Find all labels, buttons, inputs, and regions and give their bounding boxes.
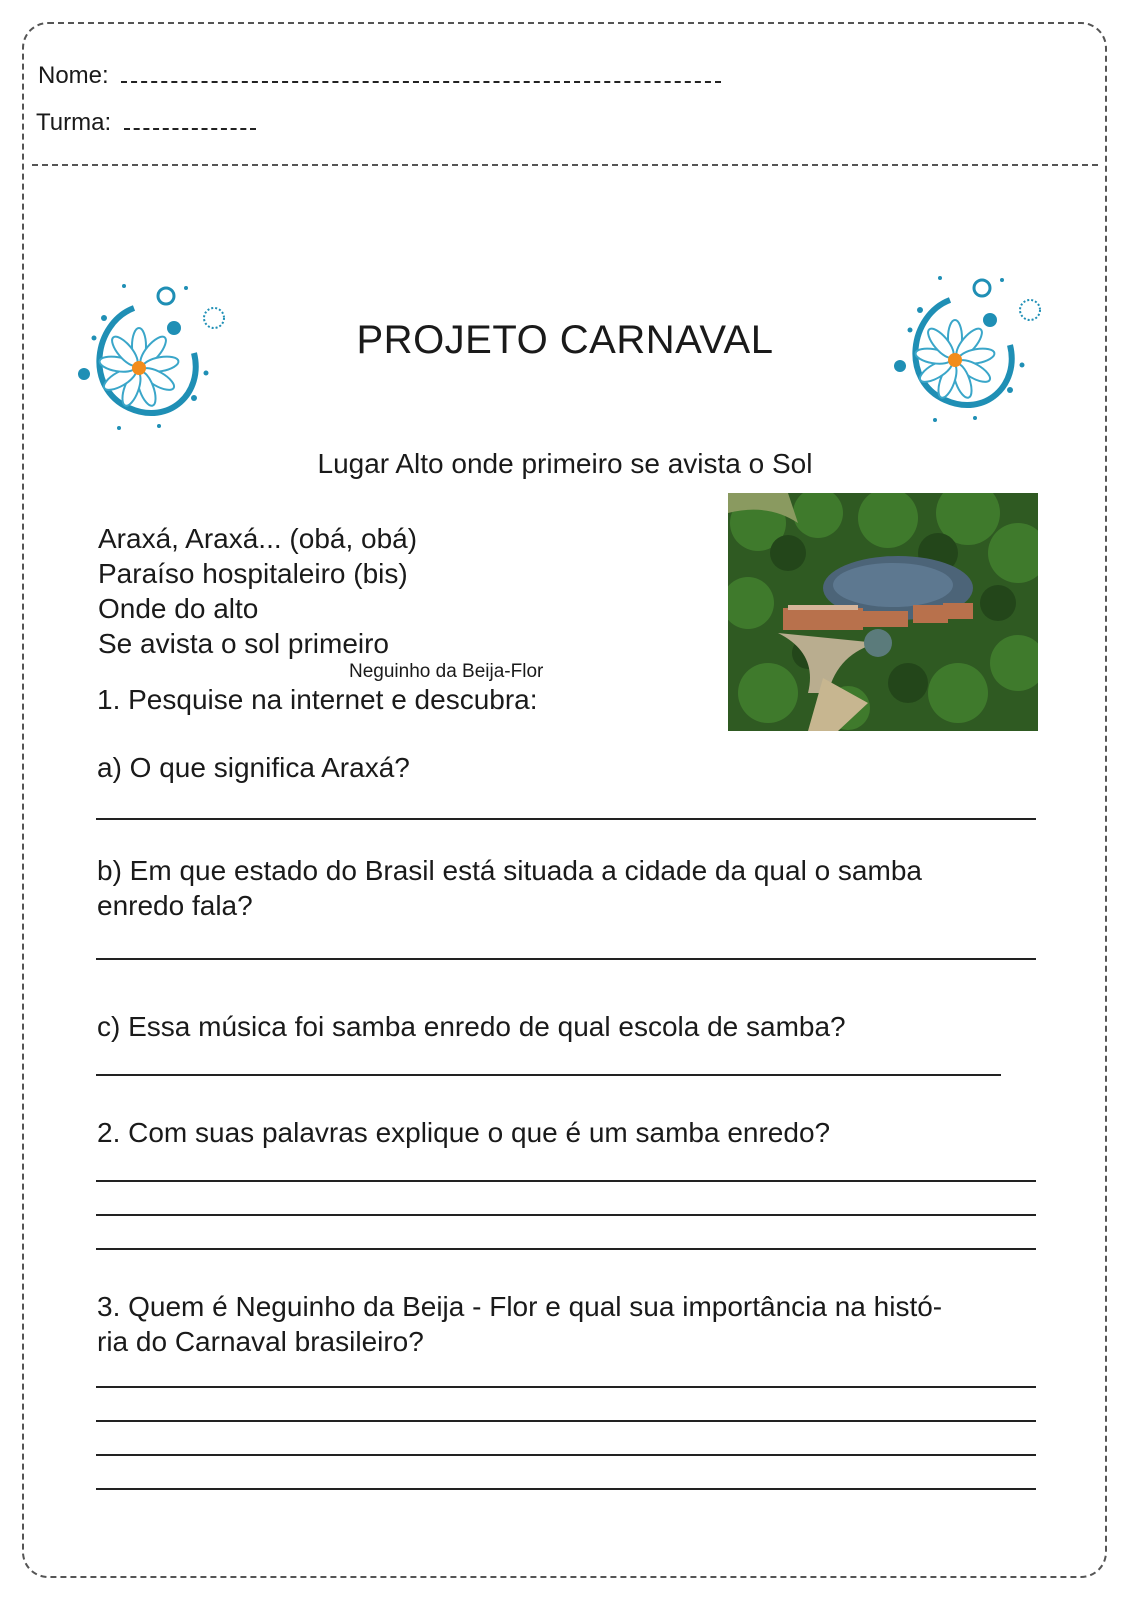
question-1b-line: b) Em que estado do Brasil está situada a cidade da qual o samba: [97, 855, 922, 886]
name-field: [38, 62, 721, 90]
flower-ornament-icon: [74, 278, 234, 438]
question-3: [97, 1289, 942, 1359]
answer-line[interactable]: [96, 1386, 1036, 1388]
answer-line[interactable]: [96, 958, 1036, 960]
class-field: [36, 109, 256, 137]
header-separator: [32, 164, 1098, 166]
answer-line[interactable]: [96, 1074, 1001, 1076]
lyric-line: Araxá, Araxá... (obá, obá): [98, 523, 418, 554]
question-1c: c) Essa música foi samba enredo de qual escola de samba?: [97, 1011, 846, 1042]
answer-line[interactable]: [96, 1248, 1036, 1250]
answer-line[interactable]: [96, 1488, 1036, 1490]
question-3-line: ria do Carnaval brasileiro?: [97, 1326, 424, 1357]
answer-line[interactable]: [96, 818, 1036, 820]
answer-line[interactable]: [96, 1214, 1036, 1216]
question-2: 2. Com suas palavras explique o que é um samba enredo?: [97, 1117, 831, 1148]
question-3-line: 3. Quem é Neguinho da Beija - Flor e qual sua importância na histó-: [97, 1291, 943, 1322]
answer-line[interactable]: [96, 1180, 1036, 1182]
answer-line[interactable]: [96, 1454, 1036, 1456]
answer-line[interactable]: [96, 1420, 1036, 1422]
question-1b: [97, 853, 922, 923]
class-blank[interactable]: [124, 110, 256, 130]
lyric-line: Onde do alto: [98, 593, 259, 624]
name-blank[interactable]: [121, 63, 721, 83]
lyrics-block: [98, 521, 417, 661]
lyrics-author: Neguinho da Beija-Flor: [349, 661, 544, 682]
class-label: Turma:: [36, 109, 112, 136]
page-title: PROJETO CARNAVAL: [356, 318, 774, 362]
question-1: 1. Pesquise na internet e descubra:: [97, 684, 538, 715]
page-subtitle: Lugar Alto onde primeiro se avista o Sol: [317, 448, 813, 479]
question-1a: a) O que significa Araxá?: [97, 752, 410, 783]
aerial-photo-araxa: [728, 493, 1038, 731]
flower-ornament-icon: [890, 270, 1050, 430]
name-label: Nome:: [38, 62, 109, 89]
question-1b-line: enredo fala?: [97, 890, 253, 921]
lyric-line: Se avista o sol primeiro: [98, 628, 390, 659]
lyric-line: Paraíso hospitaleiro (bis): [98, 558, 408, 589]
